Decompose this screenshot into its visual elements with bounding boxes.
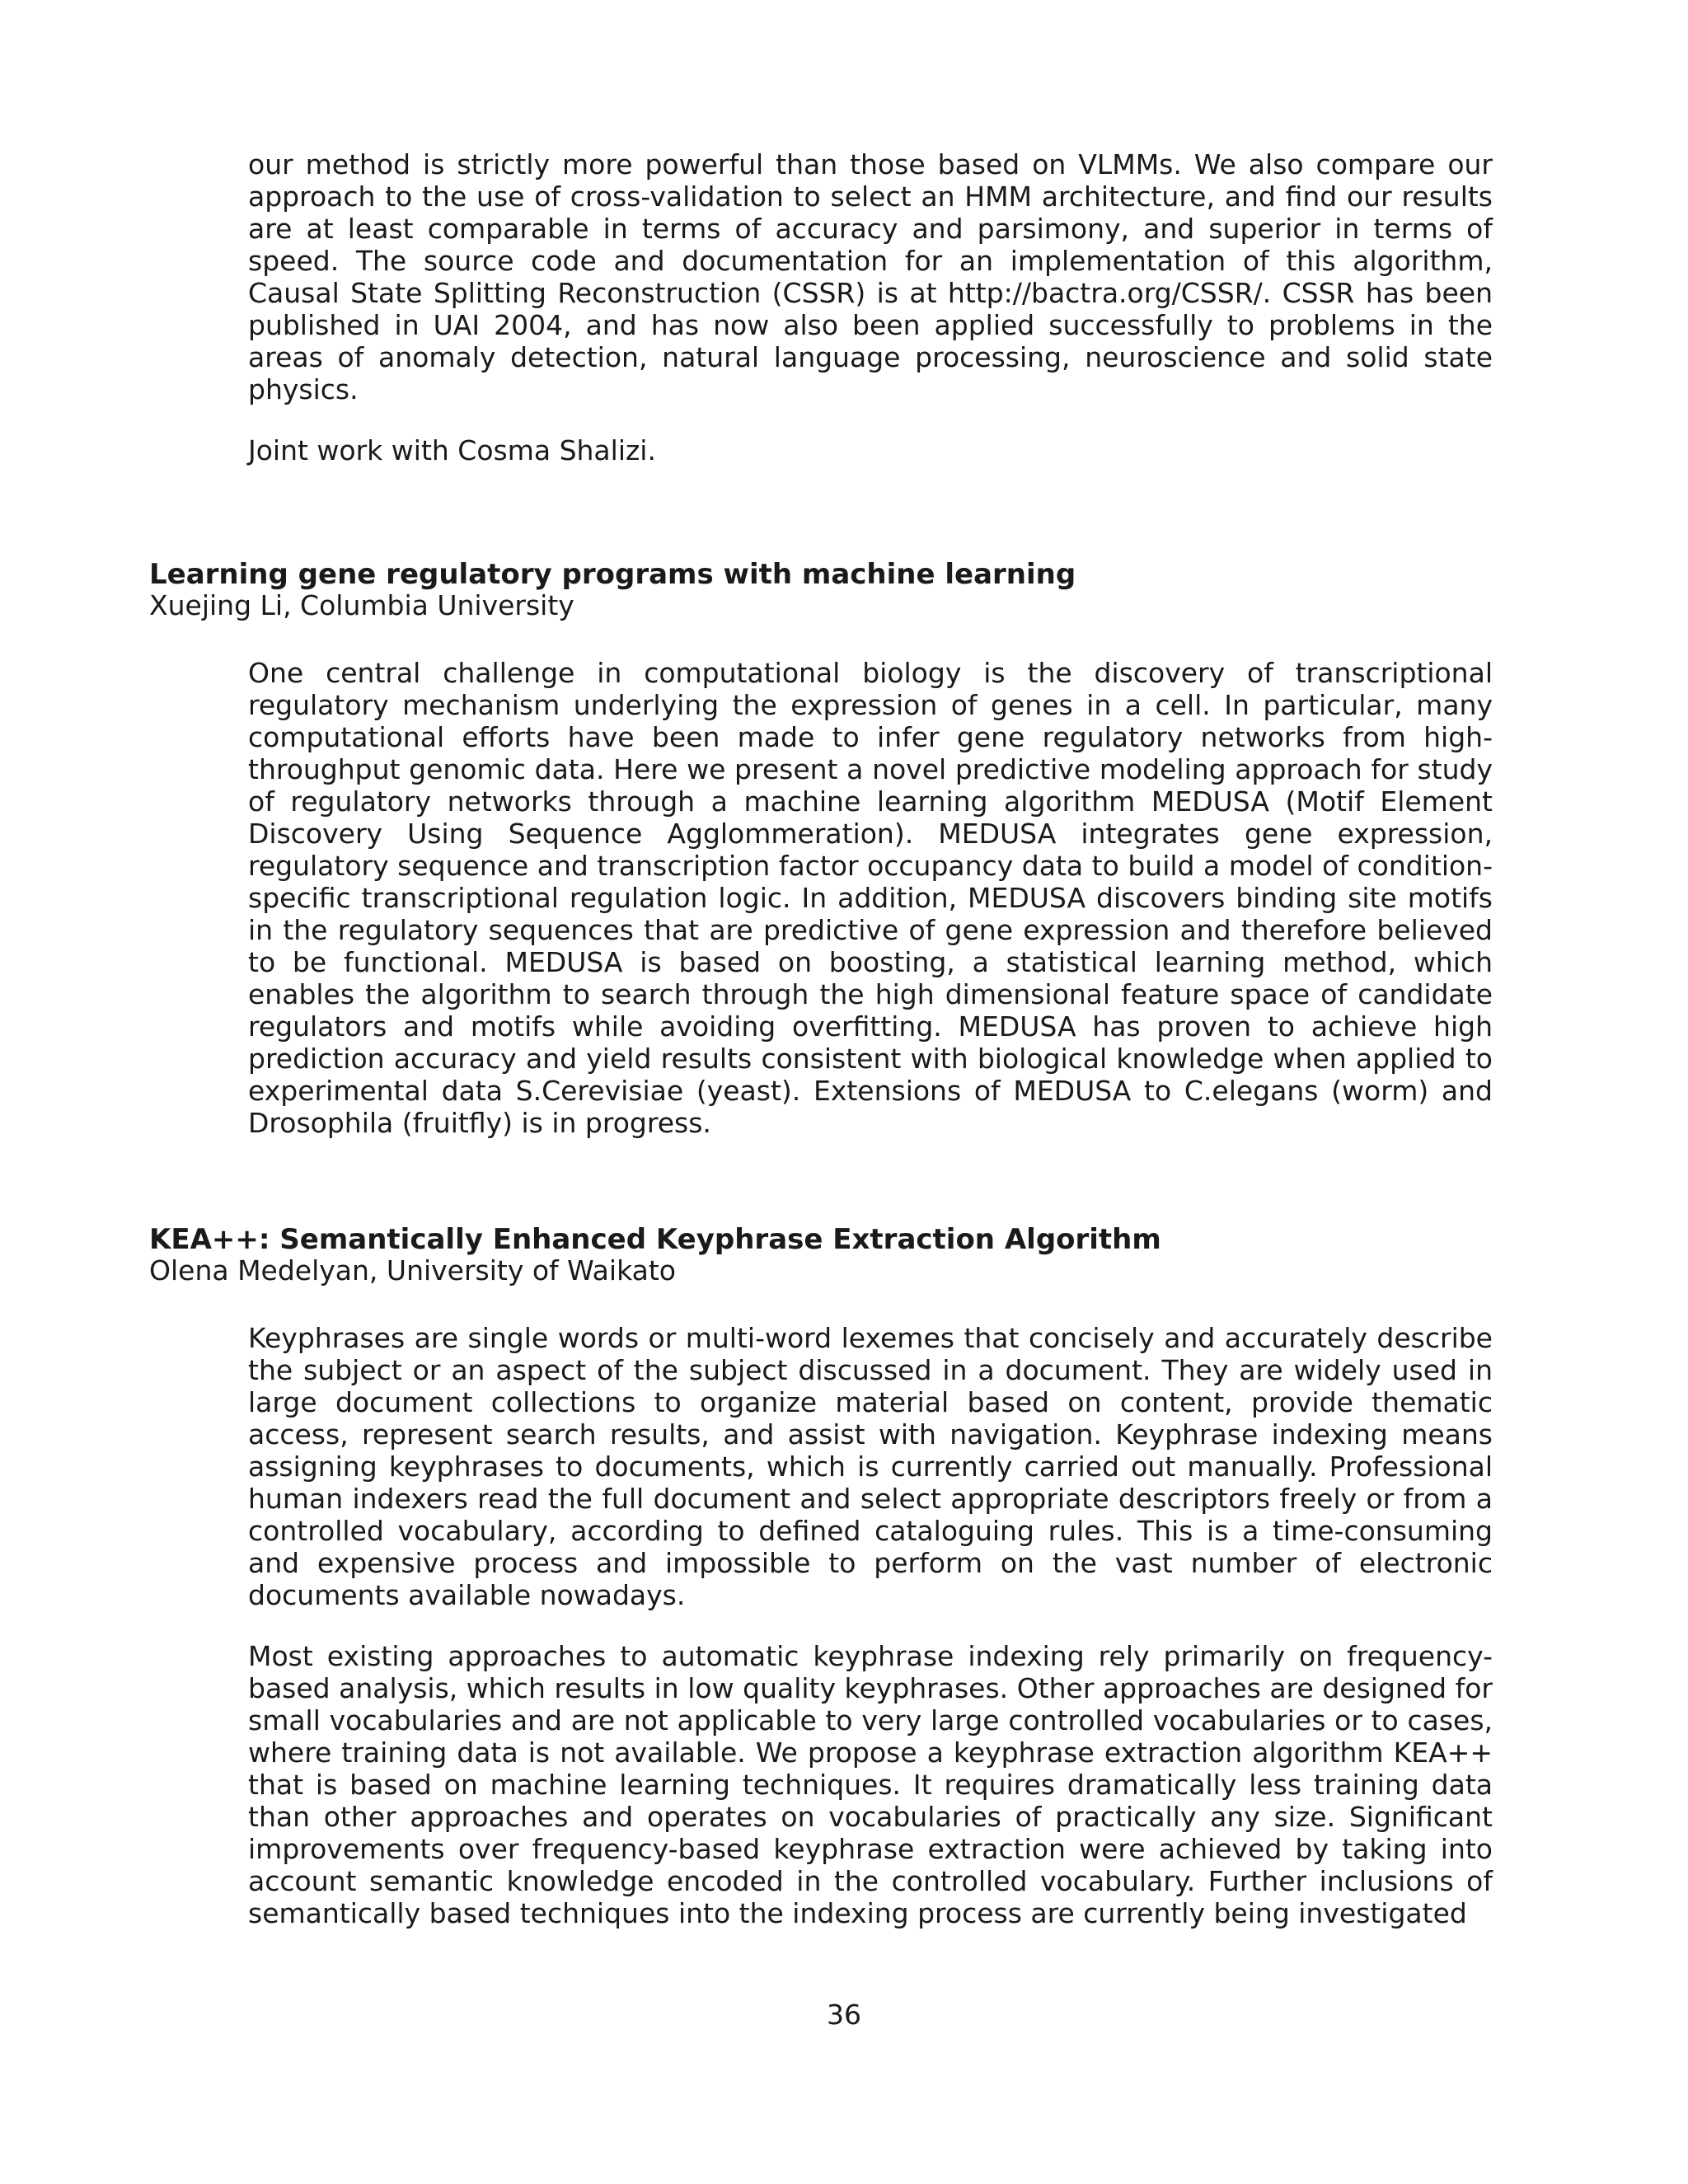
talk-title: Learning gene regulatory programs with machine learning <box>149 558 1076 591</box>
joint-work-note: Joint work with Cosma Shalizi. <box>248 434 656 466</box>
talk-title: KEA++: Semantically Enhanced Keyphrase Extraction Algorithm <box>149 1223 1161 1256</box>
talk-author: Xuejing Li, Columbia University <box>149 589 574 621</box>
intro-continuation-paragraph: our method is strictly more powerful than those based on VLMMs. We also compare our approach to the use of cross-validation to select an HMM architecture, and find our results are at least comparable in terms of accuracy and parsimony, and superior in terms of speed. The source code and documentation for an implementation of this algorithm, Causal State Splitting Reconstruction (CSSR) is at http://bactra.org/CSSR/. CSSR has been published in UAI 2004, and has now also been applied successfully to problems in the areas of anomaly detection, natural language processing, neuroscience and solid state physics. <box>248 148 1493 405</box>
talk-abstract-paragraph: Keyphrases are single words or multi-word lexemes that concisely and accurately describe the subject or an aspect of the subject discussed in a document. They are widely used in large document collections to organize material based on content, provide thematic access, represent search results, and assist with navigation. Keyphrase indexing means assigning keyphrases to documents, which is currently carried out manually. Professional human indexers read the full document and select appropriate descriptors freely or from a controlled vocabulary, according to defined cataloguing rules. This is a time-consuming and expensive process and impossible to perform on the vast number of electronic documents available nowadays. <box>248 1322 1493 1611</box>
page-number: 36 <box>827 1999 861 2031</box>
talk-abstract-paragraph: One central challenge in computational biology is the discovery of transcriptional regulatory mechanism underlying the expression of genes in a cell. In particular, many computational efforts have been made to infer gene regulatory networks from high-throughput genomic data. Here we present a novel predictive modeling approach for study of regulatory networks through a machine learning algorithm MEDUSA (Motif Element Discovery Using Sequence Agglommeration). MEDUSA integrates gene expression, regulatory sequence and transcription factor occupancy data to build a model of condition-specific transcriptional regulation logic. In addition, MEDUSA discovers binding site motifs in the regulatory sequences that are predictive of gene expression and therefore believed to be functional. MEDUSA is based on boosting, a statistical learning method, which enables the algorithm to search through the high dimensional feature space of candidate regulators and motifs while avoiding overfitting. MEDUSA has proven to achieve high prediction accuracy and yield results consistent with biological knowledge when applied to experimental data S.Cerevisiae (yeast). Extensions of MEDUSA to C.elegans (worm) and Drosophila (fruitfly) is in progress. <box>248 657 1493 1139</box>
talk-abstract-paragraph: Most existing approaches to automatic keyphrase indexing rely primarily on frequency-based analysis, which results in low quality keyphrases. Other approaches are designed for small vocabularies and are not applicable to very large controlled vocabularies or to cases, where training data is not available. We propose a keyphrase extraction algorithm KEA++ that is based on machine learning techniques. It requires dramatically less training data than other approaches and operates on vocabularies of practically any size. Significant improvements over frequency-based keyphrase extraction were achieved by taking into account semantic knowledge encoded in the controlled vocabulary. Further inclusions of semantically based techniques into the indexing process are currently being investigated <box>248 1640 1493 1929</box>
talk-author: Olena Medelyan, University of Waikato <box>149 1254 676 1286</box>
